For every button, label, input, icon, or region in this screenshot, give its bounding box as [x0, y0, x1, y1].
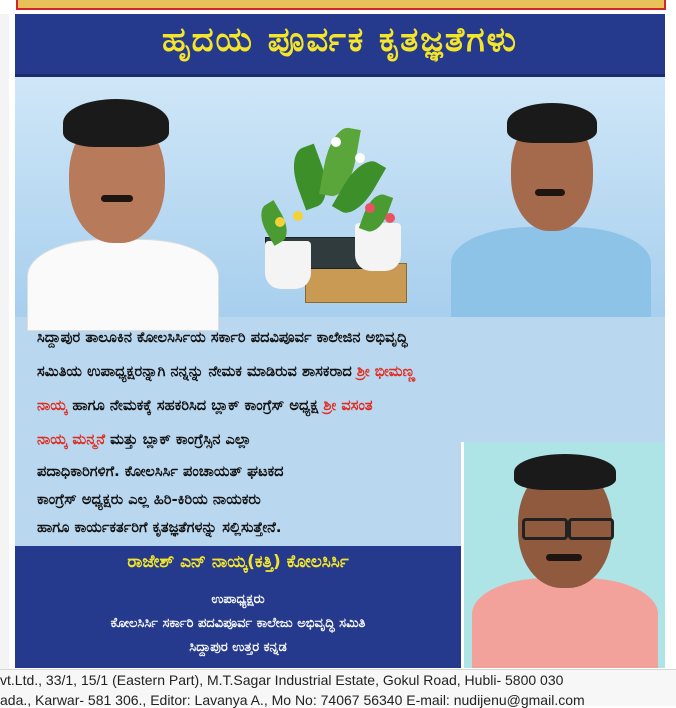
message-line: ಹಾಗೂ ಕಾರ್ಯಕರ್ತರಿಗೆ ಕೃತಜ್ಞತೆಗಳನ್ನು ಸಲ್ಲಿಸುತ್ತೇನೆ. [37, 519, 282, 536]
signature-block [15, 546, 461, 668]
message-line: ಕಾಂಗ್ರೆಸ್ ಅಧ್ಯಕ್ಷರು ಎಲ್ಲ ಹಿರಿ-ಕಿರಿಯ ನಾಯಕರು [37, 491, 261, 508]
message-line: ಪದಾಧಿಕಾರಿಗಳಿಗೆ. ಕೋಲಸಿರ್ಸಿ ಪಂಚಾಯತ್ ಘಟಕದ [37, 463, 284, 480]
thanks-advertisement [15, 14, 665, 668]
top-border [0, 0, 676, 14]
header-banner [15, 14, 665, 77]
plant-decoration [245, 117, 425, 317]
right-person-photo [451, 95, 651, 317]
photo-band [15, 77, 665, 317]
signatory-organization: ಕೋಲಸಿರ್ಸಿ ಸರ್ಕಾರಿ ಪದವಿಪೂರ್ವ ಕಾಲೇಜು ಅಭಿವೃದ್ಧಿ ಸಮಿತಿ [110, 616, 366, 631]
left-person-photo [27, 89, 217, 317]
signatory-photo [461, 442, 665, 668]
message-line: ಸಮಿತಿಯ ಉಪಾಧ್ಯಕ್ಷರನ್ನಾಗಿ ನನ್ನನ್ನು ನೇಮಕ ಮಾಡಿರುವ ಶಾಸಕರಾದ ಶ್ರೀ ಭೀಮಣ್ಣ [37, 363, 416, 380]
message-line: ನಾಯ್ಕ ಹಾಗೂ ನೇಮಕಕ್ಕೆ ಸಹಕರಿಸಿದ ಬ್ಲಾಕ್ ಕಾಂಗ್ರೆಸ್ ಅಧ್ಯಕ್ಷ ಶ್ರೀ ವಸಂತ [37, 397, 373, 414]
message-line: ನಾಯ್ಕ ಮನ್ಮನೆ ಮತ್ತು ಬ್ಲಾಕ್ ಕಾಂಗ್ರೆಸ್ಸಿನ ಎಲ್ಲಾ [37, 431, 252, 448]
header-title: ಹೃದಯ ಪೂರ್ವಕ ಕೃತಜ್ಞತೆಗಳು [162, 20, 518, 60]
message-line: ಸಿದ್ದಾಪುರ ತಾಲೂಕಿನ ಕೋಲಸಿರ್ಸಿಯ ಸರ್ಕಾರಿ ಪದವಿಪೂರ್ವ ಕಾಲೇಜಿನ ಅಭಿವೃದ್ಧಿ [37, 329, 408, 346]
signatory-place: ಸಿದ್ದಾಪುರ ಉತ್ತರ ಕನ್ನಡ [189, 640, 287, 655]
page-edge [0, 14, 9, 669]
footer-address: vt.Ltd., 33/1, 15/1 (Eastern Part), M.T.Sagar Industrial Estate, Gokul Road, Hubli- 5800 030 [0, 672, 564, 688]
signatory-role: ಉಪಾಧ್ಯಕ್ಷರು [211, 592, 265, 607]
footer-contact: ada., Karwar- 581 306., Editor: Lavanya A., Mo No: 74067 56340 E-mail: nudijenu@gmail.com [0, 692, 585, 708]
signatory-name: ರಾಜೇಶ್ ಎನ್ ನಾಯ್ಕ(ಕತ್ತಿ) ಕೋಲಸಿರ್ಸಿ [127, 552, 349, 572]
publisher-footer [0, 669, 676, 706]
